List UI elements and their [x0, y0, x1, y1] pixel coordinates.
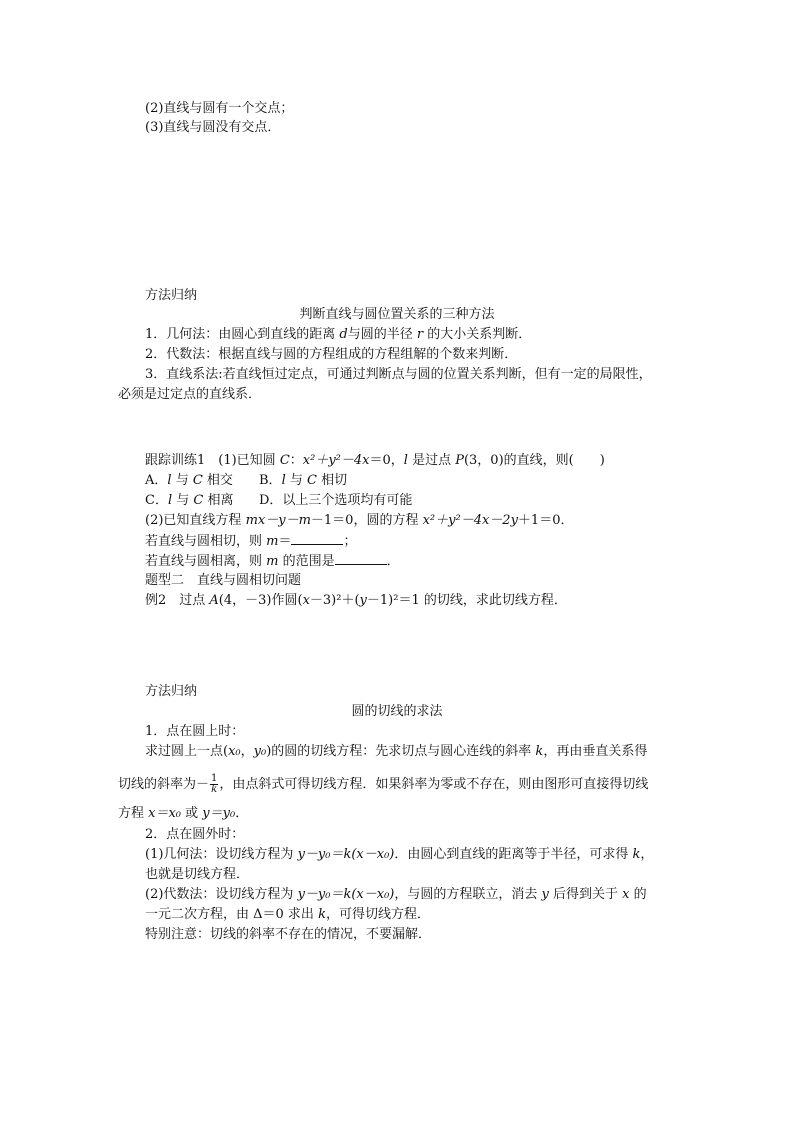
item-2 — [145, 100, 293, 118]
type-2-title — [145, 572, 301, 590]
method1-point-2 — [145, 346, 517, 364]
answer-blank-1 — [291, 532, 343, 545]
text-run: ＋1＝0． — [517, 513, 574, 528]
item-3-text: (3)直线与圆没有交点． — [145, 120, 281, 135]
text-run: 一元二次方程，由 Δ＝0 求出 — [145, 907, 319, 922]
text-run: 的大小关系判断． — [423, 327, 532, 342]
text-run: ，可得切线方程． — [325, 907, 430, 922]
var-y: y — [541, 887, 549, 902]
equation: y－y₀＝k(x－x₀) — [297, 887, 395, 902]
var-r: r — [416, 327, 424, 342]
text-run: 与 — [172, 493, 194, 508]
var-m: m — [266, 534, 279, 549]
text-run: 与 — [171, 473, 193, 488]
method1-point-2-text: 2．代数法：根据直线与圆的方程组成的方程组解的个数来判断． — [145, 347, 518, 362]
equation: mx－y－m — [245, 513, 311, 528]
var-y: y — [359, 593, 367, 608]
var-k: k — [535, 744, 544, 759]
text-run: A． — [145, 473, 168, 488]
var-m: m — [266, 554, 279, 569]
option-c — [145, 492, 233, 510]
text-run: 后得到关于 — [548, 887, 623, 902]
var-x: x — [302, 593, 310, 608]
text-run: 的范围是 — [278, 554, 335, 569]
method-title-2-text: 圆的切线的求法 — [351, 704, 443, 719]
text-run: (2)代数法：设切线方程为 — [145, 887, 298, 902]
text-run: C． — [145, 493, 168, 508]
text-run: 的 — [629, 887, 647, 902]
text-run: 若直线与圆相切，则 — [145, 534, 267, 549]
method2-algebraic — [145, 886, 647, 904]
method-heading-1 — [145, 287, 197, 305]
var-l: l — [281, 473, 286, 488]
item-3 — [145, 119, 280, 137]
method2-step-1-para — [145, 743, 647, 761]
text-run: 若直线与圆相离，则 — [145, 554, 267, 569]
method2-step-2 — [145, 826, 244, 844]
method2-geometric-cont — [145, 866, 249, 884]
method-heading-2 — [145, 683, 197, 701]
var-P: P — [455, 453, 464, 468]
option-d — [259, 492, 412, 510]
text-run: ． — [235, 806, 249, 821]
var-C: C — [192, 473, 203, 488]
method1-point-1 — [145, 326, 531, 344]
type-2-title-text: 题型二 直线与圆相切问题 — [145, 573, 302, 588]
text-run: 1．几何法：由圆心到直线的距离 — [145, 327, 340, 342]
equation: y＝y₀ — [202, 806, 236, 821]
var-x0: x₀ — [228, 744, 241, 759]
var-k: k — [632, 847, 641, 862]
text-run: 切线的斜率为－ — [118, 777, 210, 792]
text-run: ： — [289, 453, 303, 468]
text-run: (3，0)的直线，则( ) — [463, 453, 605, 468]
fraction-denominator: k — [211, 784, 218, 795]
method2-note-text: 特别注意：切线的斜率不存在的情况，不要漏解． — [145, 927, 432, 942]
var-l: l — [403, 453, 408, 468]
text-run: ，与圆的方程联立，消去 — [394, 887, 542, 902]
text-run: ．由圆心到直线的距离等于半径，可求得 — [394, 847, 633, 862]
method2-geometric-cont-text: 也就是切线方程． — [145, 867, 250, 882]
text-run: ， — [640, 847, 654, 862]
exercise-1-question-1 — [145, 452, 605, 470]
equation: y－y₀＝k(x－x₀) — [297, 847, 395, 862]
var-y0: y₀ — [253, 744, 267, 759]
fraction-1-over-k — [210, 774, 218, 795]
option-b — [259, 472, 347, 490]
method1-point-3-cont — [118, 386, 261, 404]
text-run: ． — [386, 554, 400, 569]
text-run: 求过圆上一点( — [145, 744, 229, 759]
text-run: 方程 — [118, 806, 149, 821]
method1-point-3 — [145, 366, 652, 384]
var-C: C — [307, 473, 317, 488]
method1-point-3-text: 3．直线系法:若直线恒过定点，可通过判断点与圆的位置关系判断，但有一定的局限性， — [145, 367, 652, 382]
method-title-2 — [0, 703, 794, 721]
method2-step-1-slope — [118, 774, 648, 795]
method2-step-2-text: 2．点在圆外时： — [145, 827, 245, 842]
method2-geometric — [145, 846, 653, 864]
text-run: 例2 过点 — [145, 593, 210, 608]
text-run: 或 — [181, 806, 203, 821]
equation: x²＋y²－4x — [302, 453, 370, 468]
text-run: )的圆的切线方程：先求切点与圆心连线的斜率 — [266, 744, 536, 759]
text-run: 与圆的半径 — [347, 327, 417, 342]
text-run: ＝0， — [369, 453, 404, 468]
method-heading-2-text: 方法归纳 — [145, 684, 198, 699]
question-2-tangent — [145, 532, 357, 551]
var-C: C — [279, 453, 290, 468]
question-2-separate — [145, 552, 400, 571]
text-run: (1)几何法：设切线方程为 — [145, 847, 298, 862]
equation: x²＋y²－4x－2y — [422, 513, 518, 528]
text-run: 与 — [285, 473, 307, 488]
method2-step-1 — [145, 723, 244, 741]
example-2 — [145, 592, 567, 610]
fraction-numerator: 1 — [211, 773, 218, 784]
answer-blank-2 — [335, 552, 387, 565]
var-d: d — [339, 327, 348, 342]
method2-algebraic-cont — [145, 906, 430, 924]
text-run: 相交 — [202, 473, 233, 488]
var-x: x — [622, 887, 630, 902]
text-run: 相切 — [316, 473, 348, 488]
var-l: l — [167, 473, 172, 488]
text-run: B． — [259, 473, 282, 488]
method2-step-1-equation — [118, 805, 248, 823]
text-run: ，由点斜式可得切线方程．如果斜率为零或不存在，则由图形可直接得切线 — [219, 777, 649, 792]
text-run: 相离 — [203, 493, 234, 508]
var-A: A — [209, 593, 219, 608]
text-run: 是过点 — [407, 453, 456, 468]
option-d-text: D．以上三个选项均有可能 — [259, 493, 413, 508]
text-run: 跟踪训练1 (1)已知圆 — [145, 453, 280, 468]
method2-step-1-text: 1．点在圆上时： — [145, 724, 245, 739]
method1-point-3-cont-text: 必须是过定点的直线系． — [118, 387, 262, 402]
item-2-text: (2)直线与圆有一个交点； — [145, 101, 294, 116]
method2-note — [145, 926, 431, 944]
text-run: ； — [343, 534, 357, 549]
text-run: －3)²＋( — [309, 593, 360, 608]
option-a — [145, 472, 233, 490]
text-run: ＝ — [278, 534, 292, 549]
method-title-1-text: 判断直线与圆位置关系的三种方法 — [299, 307, 495, 322]
text-run: ， — [240, 744, 254, 759]
text-run: (2)已知直线方程 — [145, 513, 246, 528]
var-k: k — [318, 907, 326, 922]
text-run: －1＝0，圆的方程 — [310, 513, 423, 528]
text-run: －1)²＝1 的切线，求此切线方程． — [366, 593, 567, 608]
text-run: (4，－3)作圆( — [218, 593, 303, 608]
method-heading-1-text: 方法归纳 — [145, 288, 198, 303]
var-C: C — [193, 493, 204, 508]
var-l: l — [167, 493, 173, 508]
equation: x＝x₀ — [148, 806, 182, 821]
text-run: ，再由垂直关系得 — [543, 744, 648, 759]
exercise-1-question-2 — [145, 512, 573, 530]
method-title-1 — [0, 306, 794, 324]
